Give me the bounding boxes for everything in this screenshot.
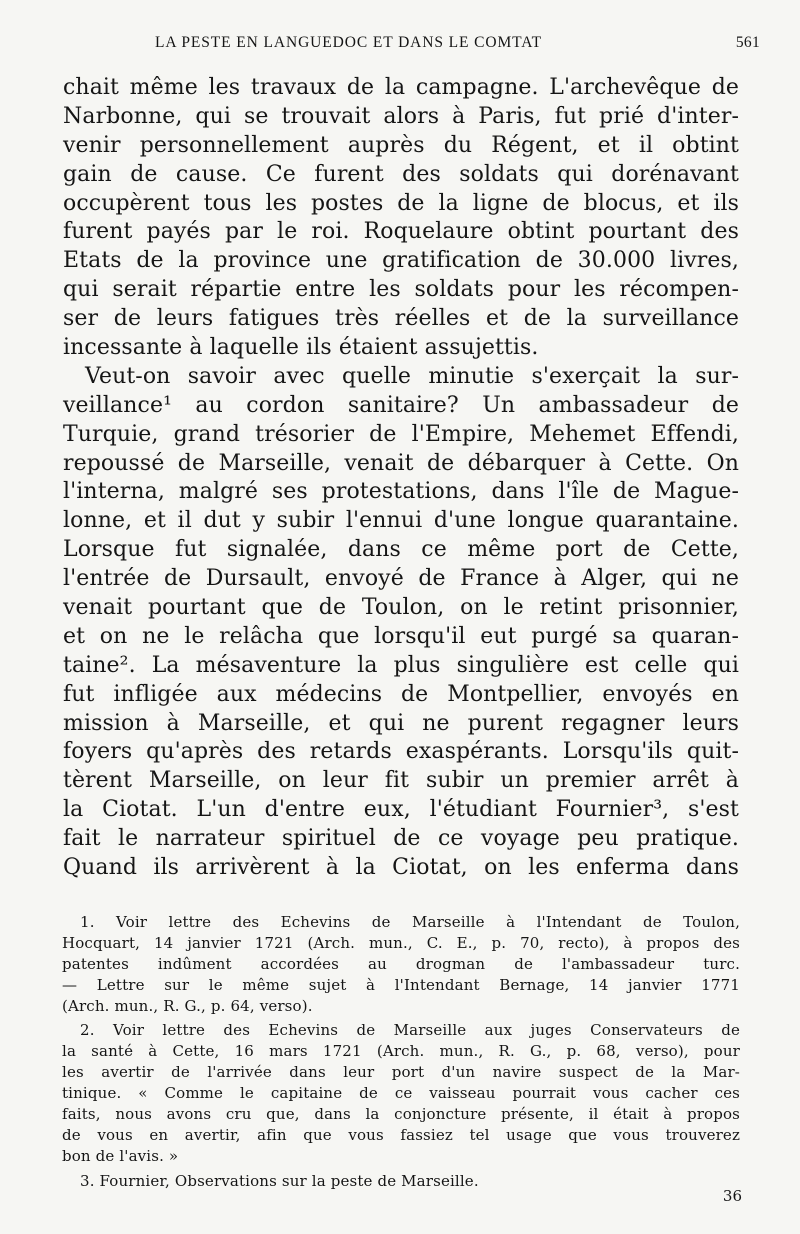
body-line: repoussé de Marseille, venait de débarquer à Cette. On — [63, 450, 739, 476]
footnote-line: 3. Fournier, Observations sur la peste de Marseille. — [80, 1171, 479, 1190]
footnote-line: 1. Voir lettre des Echevins de Marseille à l'Intendant de Toulon, — [80, 913, 740, 931]
footnote-line: 2. Voir lettre des Echevins de Marseille aux juges Conservateurs de — [80, 1021, 740, 1040]
body-line: venir personnellement auprès du Régent, et il obtint — [63, 132, 739, 158]
body-line: lonne, et il dut y subir l'ennui d'une longue quarantaine. — [63, 508, 739, 534]
body-line: venait pourtant que de Toulon, on le retint prisonnier, — [63, 595, 739, 621]
body-line: chait même les travaux de la campagne. L'archevêque de — [63, 75, 739, 100]
body-line: foyers qu'après des retards exaspérants. Lorsqu'ils quit- — [63, 739, 739, 765]
body-line: fut infligée aux médecins de Montpellier, envoyés en — [63, 681, 739, 707]
body-line: l'entrée de Dursault, envoyé de France à Alger, qui ne — [63, 566, 739, 592]
footnote-line: de vous en avertir, afin que vous fassiez tel usage que vous trouverez — [62, 1125, 740, 1144]
body-line: incessante à laquelle ils étaient assujettis. — [63, 335, 539, 361]
footnote-2 — [62, 1020, 740, 1166]
footnote-line: (Arch. mun., R. G., p. 64, verso). — [62, 996, 313, 1015]
body-line: fait le narrateur spirituel de ce voyage peu pratique. — [63, 826, 739, 852]
body-line: furent payés par le roi. Roquelaure obtint pourtant des — [63, 219, 739, 245]
body-line: occupèrent tous les postes de la ligne de blocus, et ils — [63, 190, 739, 216]
footnote-line: Hocquart, 14 janvier 1721 (Arch. mun., C. E., p. 70, recto), à propos des — [62, 933, 740, 952]
body-text — [63, 74, 739, 883]
signature-mark: 36 — [722, 1187, 742, 1205]
body-line: tèrent Marseille, on leur fit subir un premier arrêt à — [63, 768, 739, 794]
footnote-1 — [62, 912, 740, 1016]
footnotes — [62, 912, 740, 1192]
body-line: gain de cause. Ce furent des soldats qui dorénavant — [63, 161, 739, 187]
body-line: Veut-on savoir avec quelle minutie s'exerçait la sur- — [85, 363, 739, 389]
body-line: Quand ils arrivèrent à la Ciotat, on les enferma dans — [63, 855, 739, 881]
body-line: qui serait répartie entre les soldats pour les récompen- — [63, 277, 739, 303]
body-line: la Ciotat. L'un d'entre eux, l'étudiant Fournier³, s'est — [63, 797, 739, 823]
running-header — [155, 34, 760, 56]
footnote-line: les avertir de l'arrivée dans leur port d'un navire suspect de la Mar- — [62, 1063, 740, 1082]
footnote-line: bon de l'avis. » — [62, 1146, 179, 1165]
body-line: mission à Marseille, et qui ne purent regagner leurs — [63, 710, 739, 736]
body-line: ser de leurs fatigues très réelles et de la surveillance — [63, 306, 739, 332]
body-line: l'interna, malgré ses protestations, dans l'île de Mague- — [63, 479, 739, 505]
footnote-line: la santé à Cette, 16 mars 1721 (Arch. mun., R. G., p. 68, verso), pour — [62, 1042, 740, 1061]
body-line: Etats de la province une gratification de 30.000 livres, — [63, 248, 739, 274]
body-line: Narbonne, qui se trouvait alors à Paris, fut prié d'inter- — [63, 103, 739, 129]
body-line: Turquie, grand trésorier de l'Empire, Mehemet Effendi, — [63, 421, 739, 447]
running-title: LA PESTE EN LANGUEDOC ET DANS LE COMTAT — [155, 34, 543, 51]
footnote-line: — Lettre sur le même sujet à l'Intendant Bernage, 14 janvier 1771 — [62, 975, 740, 994]
page-number: 561 — [735, 34, 760, 51]
body-line: et on ne le relâcha que lorsqu'il eut purgé sa quaran- — [63, 623, 739, 649]
footnote-line: patentes indûment accordées au drogman de l'ambassadeur turc. — [62, 954, 740, 973]
body-line: taine². La mésaventure la plus singulière est celle qui — [63, 652, 739, 678]
body-line: Lorsque fut signalée, dans ce même port de Cette, — [63, 537, 739, 563]
body-line: veillance¹ au cordon sanitaire? Un ambassadeur de — [63, 392, 739, 418]
footnote-line: tinique. « Comme le capitaine de ce vaisseau pourrait vous cacher ces — [62, 1084, 740, 1103]
footnote-3 — [62, 1171, 740, 1192]
footnote-line: faits, nous avons cru que, dans la conjoncture présente, il était à propos — [62, 1105, 740, 1124]
